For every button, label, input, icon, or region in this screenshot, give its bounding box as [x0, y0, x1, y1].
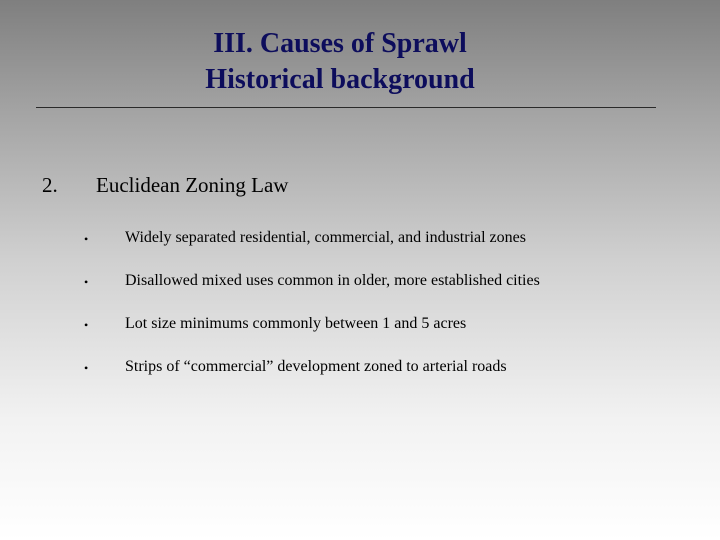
bullet-text: Widely separated residential, commercial, and industrial zones — [125, 229, 526, 246]
slide-title-line-1: III. Causes of Sprawl — [213, 28, 467, 59]
bullet-text: Disallowed mixed uses common in older, more established cities — [125, 272, 540, 289]
bullet-item — [0, 357, 720, 400]
title-divider — [36, 107, 656, 108]
bullet-item — [0, 271, 720, 314]
bullet-text: Strips of “commercial” development zoned to arterial roads — [125, 358, 507, 375]
bullet-marker: • — [84, 318, 89, 332]
slide-title-line-2: Historical background — [205, 64, 475, 95]
bullet-list — [0, 228, 720, 400]
bullet-item — [0, 228, 720, 271]
bullet-marker: • — [84, 361, 89, 375]
bullet-text: Lot size minimums commonly between 1 and 5 acres — [125, 315, 467, 332]
section-number: 2. — [42, 173, 58, 197]
bullet-marker: • — [84, 232, 89, 246]
bullet-marker: • — [84, 275, 89, 289]
slide-title — [130, 26, 550, 98]
section-heading: Euclidean Zoning Law — [96, 173, 289, 197]
bullet-item — [0, 314, 720, 357]
